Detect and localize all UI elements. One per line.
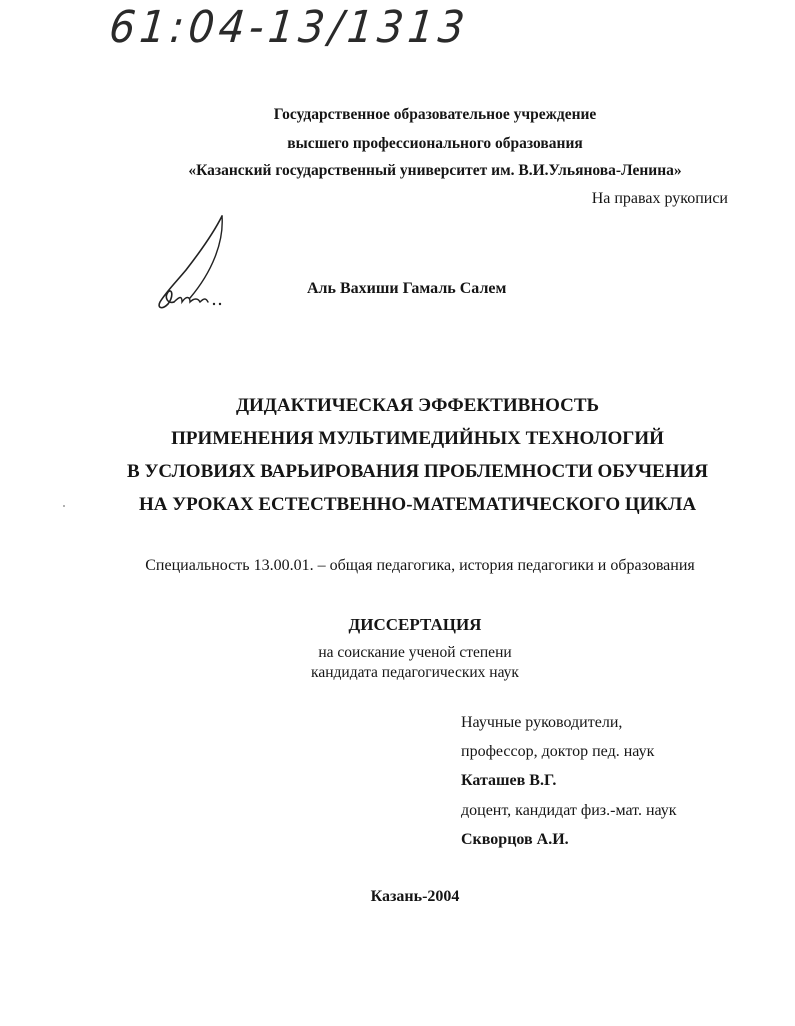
author-name: Аль Вахиши Гамаль Салем [307,280,507,297]
degree-line-2: кандидата педагогических наук [311,664,519,681]
manuscript-rights-note: На правах рукописи [591,190,728,207]
dissertation-heading: ДИССЕРТАЦИЯ [348,615,482,634]
supervisor-1-title: профессор, доктор пед. наук [461,743,655,760]
specialty-line: Специальность 13.00.01. – общая педагогика, история педагогики и образования [145,557,695,574]
supervisor-2-name: Скворцов А.И. [461,831,569,848]
title-line-3: В УСЛОВИЯХ ВАРЬИРОВАНИЯ ПРОБЛЕМНОСТИ ОБУЧЕНИЯ [127,461,708,482]
institution-line-3: «Казанский государственный университет им. В.И.Ульянова-Ленина» [188,162,682,179]
scan-speck [63,505,65,507]
supervisor-1-name: Каташев В.Г. [461,772,557,789]
supervisor-2-title: доцент, кандидат физ.-мат. наук [461,802,677,819]
institution-line-2: высшего профессионального образования [287,135,583,152]
supervisors-heading: Научные руководители, [461,714,623,731]
signature-image [152,212,230,314]
degree-line-1: на соискание ученой степени [318,644,512,661]
city-year: Казань-2004 [370,888,460,905]
institution-line-1: Государственное образовательное учреждение [273,106,597,123]
title-line-4: НА УРОКАХ ЕСТЕСТВЕННО-МАТЕМАТИЧЕСКОГО ЦИКЛА [138,494,697,515]
title-line-1: ДИДАКТИЧЕСКАЯ ЭФФЕКТИВНОСТЬ [235,395,600,416]
catalog-number: 61:04-13/1313 [107,2,472,53]
title-line-2: ПРИМЕНЕНИЯ МУЛЬТИМЕДИЙНЫХ ТЕХНОЛОГИЙ [171,428,664,449]
